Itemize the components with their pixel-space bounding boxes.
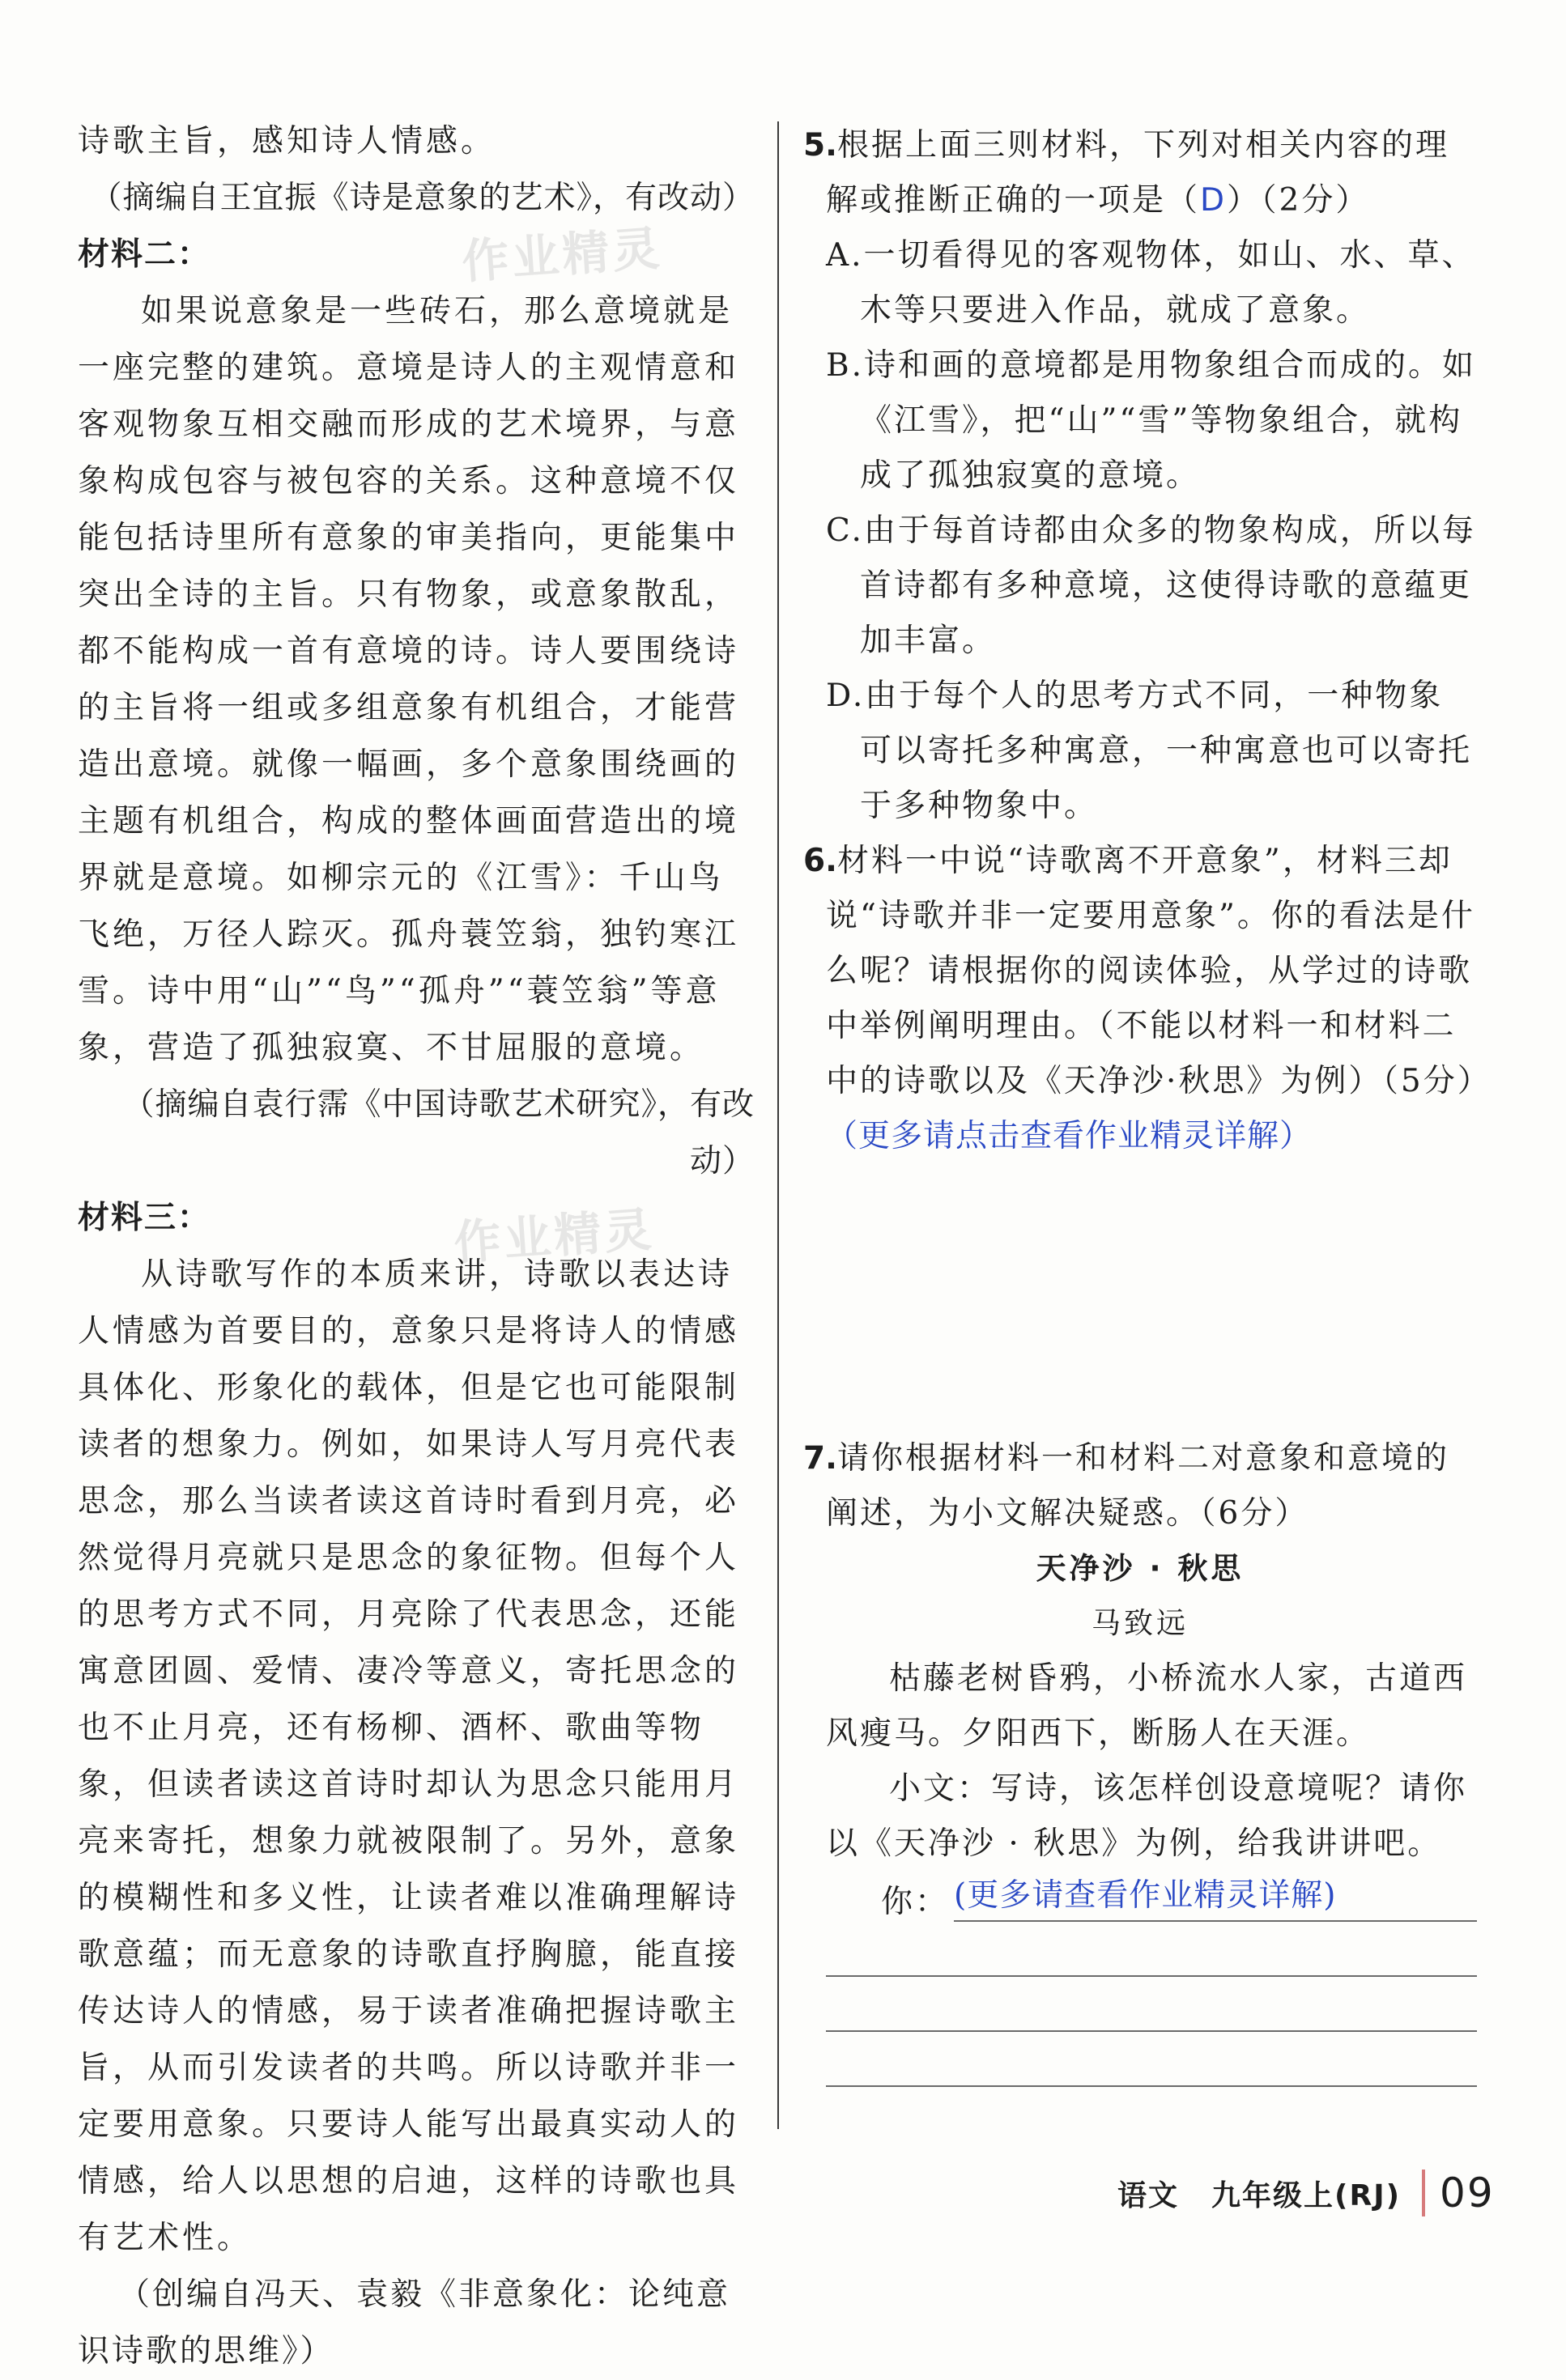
material-one-source: （摘编自王宜振《诗是意象的艺术》，有改动） xyxy=(90,180,755,216)
material-three-source: （创编自冯天、袁毅《非意象化：论纯意识诗歌的思维》） xyxy=(78,2276,731,2369)
question-5-number: 5. xyxy=(803,127,837,164)
poem-text: 枯藤老树昏鸦，小桥流水人家，古道西风瘦马。夕阳西下，断肠人在天涯。 xyxy=(826,1660,1468,1752)
question-6-number: 6. xyxy=(803,843,837,879)
poem-author: 马致远 xyxy=(1091,1607,1189,1640)
watermark-top: 作业精灵 xyxy=(460,220,665,290)
question-5 xyxy=(803,118,1477,834)
material-three-heading: 材料三： xyxy=(78,1200,211,1236)
you-label: 你： xyxy=(881,1884,950,1920)
material-two-source: （摘编自袁行霈《中国诗歌艺术研究》，有改动） xyxy=(122,1086,755,1179)
answer-line-1 xyxy=(803,1872,1477,1922)
material-three-paragraph: 从诗歌写作的本质来讲，诗歌以表达诗人情感为首要目的，意象只是将诗人的情感具体化、形象化的载体，但是它也可能限制读者的想象力。例如，如果诗人写月亮代表思念，那么当读者读这首诗时看到月亮，必然觉得月亮就只是思念的象征物。但每个人的思考方式不同，月亮除了代表思念，还能寓意团圆、爱情、凄冷等意义，寄托思念的也不止月亮，还有杨柳、酒杯、歌曲等物象，但读者读这首诗时却认为思念只能用月亮来寄托，想象力就被限制了。另外，意象的模糊性和多义性，让读者难以准确理解诗歌意蕴；而无意象的诗歌直抒胸臆，能直接传达诗人的情感，易于读者准确把握诗歌主旨，从而引发读者的共鸣。所以诗歌并非一定要用意象。只要诗人能写出最真实动人的情感，给人以思想的启迪，这样的诗歌也具有艺术性。 xyxy=(78,1256,740,2256)
question-6-answer-space xyxy=(803,1164,1477,1431)
answer-line-2[interactable] xyxy=(826,1922,1477,1977)
page-footer xyxy=(1117,2165,1495,2221)
option-a: A.一切看得见的客观物体，如山、水、草、木等只要进入作品，就成了意象。 xyxy=(826,237,1476,329)
question-5-answer: D xyxy=(1200,182,1228,219)
question-5-points: ）（2分） xyxy=(1227,182,1370,219)
question-6-detail-link[interactable]: （更多请点击查看作业精灵详解） xyxy=(826,1118,1313,1154)
question-7-prompt: 小文：写诗，该怎样创设意境呢？请你以《天净沙 · 秋思》为例，给我讲讲吧。 xyxy=(826,1770,1468,1862)
material-one-tail: 诗歌主旨，感知诗人情感。 xyxy=(78,123,496,159)
question-5-stem: 根据上面三则材料，下列对相关内容的理解或推断正确的一项是（ xyxy=(826,127,1449,219)
footer-subject: 语文 xyxy=(1117,2178,1180,2212)
poem-title: 天净沙 · 秋思 xyxy=(1036,1551,1245,1586)
material-two-paragraph: 如果说意象是一些砖石，那么意境就是一座完整的建筑。意境是诗人的主观情意和客观物象互相交融而形成的艺术境界，与意象构成包容与被包容的关系。这种意境不仅能包括诗里所有意象的审美指向，更能集中突出全诗的主旨。只有物象，或意象散乱，都不能构成一首有意境的诗。诗人要围绕诗的主旨将一组或多组意象有机组合，才能营造出意境。就像一幅画，多个意象围绕画的主题有机组合，构成的整体画面营造出的境界就是意境。如柳宗元的《江雪》：千山鸟飞绝，万径人踪灭。孤舟蓑笠翁，独钓寒江雪。诗中用“山”“鸟”“孤舟”“蓑笠翁”等意象，营造了孤独寂寞、不甘屈服的意境。 xyxy=(78,293,740,1066)
question-6-stem: 材料一中说“诗歌离不开意象”，材料三却说“诗歌并非一定要用意象”。你的看法是什么呢？请根据你的阅读体验，从学过的诗歌中举例阐明理由。（不能以材料一和材料二中的诗歌以及《天净沙·秋思》为例）（5分） xyxy=(826,843,1492,1099)
question-6 xyxy=(803,834,1492,1431)
option-d: D.由于每个人的思考方式不同，一种物象可以寄托多种寓意，一种寓意也可以寄托于多种物象中。 xyxy=(826,678,1473,824)
question-7-detail-link[interactable]: (更多请查看作业精灵详解) xyxy=(954,1877,1337,1914)
column-divider xyxy=(777,121,779,2129)
question-7-stem: 请你根据材料一和材料二对意象和意境的阐述，为小文解决疑惑。（6分） xyxy=(826,1440,1449,1532)
answer-line-3[interactable] xyxy=(826,1977,1477,2032)
watermark-middle: 作业精灵 xyxy=(452,1201,657,1271)
option-c: C.由于每首诗都由众多的物象构成，所以每首诗都有多种意境，这使得诗歌的意蕴更加丰富。 xyxy=(826,512,1476,659)
material-two-heading: 材料二： xyxy=(78,236,211,273)
answer-line-4[interactable] xyxy=(826,2032,1477,2087)
option-b: B.诗和画的意境都是用物象组合而成的。如《江雪》，把“山”“雪”等物象组合，就构成了孤独寂寞的意境。 xyxy=(826,347,1477,494)
left-column xyxy=(78,113,755,2380)
footer-separator xyxy=(1422,2170,1425,2216)
right-column xyxy=(803,118,1492,2087)
question-7-number: 7. xyxy=(803,1440,837,1477)
question-7 xyxy=(803,1431,1477,2087)
footer-grade: 九年级上(RJ) xyxy=(1211,2178,1402,2212)
page-number: 09 xyxy=(1440,2170,1495,2216)
